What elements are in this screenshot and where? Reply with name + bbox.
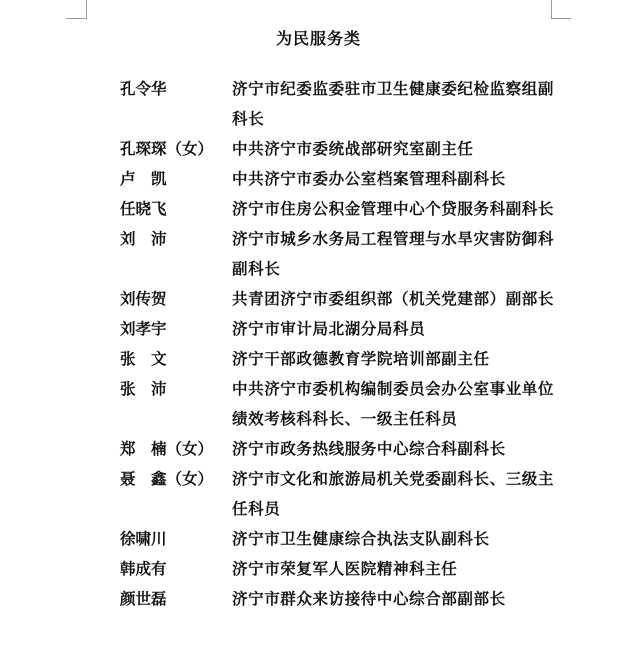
person-name: 颜世磊 <box>120 589 167 608</box>
person-name: 徐啸川 <box>120 529 167 548</box>
person-position: 济宁市城乡水务局工程管理与水旱灾害防御科副科长 <box>232 229 555 278</box>
list-item <box>120 434 560 464</box>
list-item <box>120 74 560 134</box>
person-position: 共青团济宁市委组织部（机关党建部）副部长 <box>232 289 555 308</box>
person-position: 济宁市纪委监委驻市卫生健康委纪检监察组副科长 <box>232 79 555 128</box>
list-item <box>120 584 560 614</box>
list-item <box>120 344 560 374</box>
list-item <box>120 284 560 314</box>
person-name: 任晓飞 <box>120 199 167 218</box>
list-item <box>120 524 560 554</box>
person-name: 聂 鑫（女） <box>120 469 214 488</box>
crop-mark-top-right-vertical <box>551 0 552 19</box>
person-name: 刘传贺 <box>120 289 167 308</box>
list-item <box>120 164 560 194</box>
list-item <box>120 314 560 344</box>
person-position: 济宁干部政德教育学院培训部副主任 <box>232 349 490 368</box>
list-item <box>120 554 560 584</box>
crop-mark-top-right-horizontal <box>551 18 571 19</box>
person-position: 中共济宁市委统战部研究室副主任 <box>232 139 474 158</box>
crop-mark-top-left-vertical <box>86 0 87 19</box>
person-name: 张 文 <box>120 349 167 368</box>
person-position: 济宁市审计局北湖分局科员 <box>232 319 426 338</box>
list-item <box>120 464 560 524</box>
person-position: 济宁市群众来访接待中心综合部副部长 <box>232 589 506 608</box>
person-name: 孔琛琛（女） <box>120 139 214 158</box>
list-item <box>120 224 560 284</box>
person-name: 刘 沛 <box>120 229 167 248</box>
list-item <box>120 194 560 224</box>
list-item <box>120 374 560 434</box>
entry-list <box>120 74 560 614</box>
list-item <box>120 134 560 164</box>
person-position: 济宁市荣复军人医院精神科主任 <box>232 559 458 578</box>
crop-mark-top-left-horizontal <box>66 18 86 19</box>
person-position: 中共济宁市委机构编制委员会办公室事业单位绩效考核科科长、一级主任科员 <box>232 379 555 428</box>
person-name: 张 沛 <box>120 379 167 398</box>
person-name: 卢 凯 <box>120 169 167 188</box>
person-position: 济宁市文化和旅游局机关党委副科长、三级主任科员 <box>232 469 555 518</box>
person-position: 济宁市住房公积金管理中心个贷服务科副科长 <box>232 199 555 218</box>
person-name: 孔令华 <box>120 79 167 98</box>
person-position: 中共济宁市委办公室档案管理科副科长 <box>232 169 506 188</box>
person-name: 郑 楠（女） <box>120 439 214 458</box>
person-position: 济宁市政务热线服务中心综合科副科长 <box>232 439 506 458</box>
person-name: 韩成有 <box>120 559 167 578</box>
person-name: 刘孝宇 <box>120 319 167 338</box>
document-title: 为民服务类 <box>275 29 361 48</box>
person-position: 济宁市卫生健康综合执法支队副科长 <box>232 529 490 548</box>
